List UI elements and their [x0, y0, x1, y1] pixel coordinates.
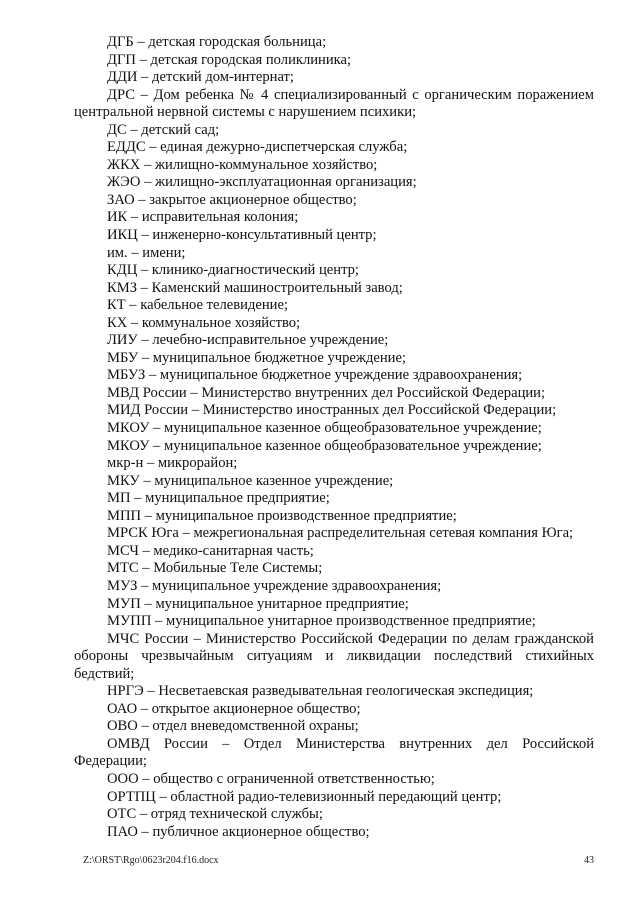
abbreviation-entry: ЛИУ – лечебно-исправительное учреждение;: [107, 332, 389, 349]
abbreviation-entry: им. – имени;: [107, 244, 186, 261]
abbreviation-entry: ИКЦ – инженерно-консультативный центр;: [107, 227, 377, 244]
abbreviation-entry: КХ – коммунальное хозяйство;: [107, 314, 301, 331]
abbreviation-entry: МБУЗ – муниципальное бюджетное учреждение здравоохранения;: [107, 367, 523, 384]
abbreviation-entry: ИК – исправительная колония;: [107, 209, 299, 226]
abbreviation-entry: МКОУ – муниципальное казенное общеобразовательное учреждение;: [107, 437, 542, 454]
abbreviation-entry: МЧС России – Министерство Российской Федерации по делам гражданской обороны чрезвычайным ситуациям и ликвидации последствий стихийных бедствий;: [74, 630, 594, 682]
abbreviation-entry: ООО – общество с ограниченной ответственностью;: [107, 770, 435, 787]
abbreviation-entry: ОМВД России – Отдел Министерства внутренних дел Российской Федерации;: [74, 735, 594, 770]
abbreviation-entry: МВД России – Министерство внутренних дел Российской Федерации;: [107, 384, 546, 401]
abbreviation-entry: ЖЭО – жилищно-эксплуатационная организация;: [107, 174, 417, 191]
abbreviation-entry: ДГБ – детская городская больница;: [107, 34, 327, 50]
footer-file-path: Z:\ORST\Rgo\0623r204.f16.docx: [83, 855, 219, 866]
abbreviation-entry: МУП – муниципальное унитарное предприятие;: [107, 595, 409, 612]
abbreviation-entry: ДС – детский сад;: [107, 121, 220, 138]
abbreviation-entry: МСЧ – медико-санитарная часть;: [107, 542, 314, 559]
abbreviation-entry: МТС – Мобильные Теле Системы;: [107, 560, 323, 577]
abbreviation-entry: КМЗ – Каменский машиностроительный завод;: [107, 279, 403, 296]
abbreviation-list: [74, 34, 594, 841]
abbreviation-entry: МКУ – муниципальное казенное учреждение;: [107, 472, 394, 489]
abbreviation-entry: НРГЭ – Несветаевская разведывательная геологическая экспедиция;: [107, 683, 534, 700]
abbreviation-entry: ДДИ – детский дом-интернат;: [107, 69, 294, 86]
abbreviation-entry: МП – муниципальное предприятие;: [107, 490, 330, 507]
abbreviation-entry: МУЗ – муниципальное учреждение здравоохранения;: [107, 577, 442, 594]
abbreviation-entry: ЗАО – закрытое акционерное общество;: [107, 191, 357, 208]
abbreviation-entry: ДРС – Дом ребенка № 4 специализированный с органическим поражением центральной нервной системы с нарушением психики;: [74, 86, 594, 121]
abbreviation-entry: ЕДДС – единая дежурно-диспетчерская служба;: [107, 139, 408, 156]
abbreviation-entry: МРСК Юга – межрегиональная распределительная сетевая компания Юга;: [107, 525, 574, 542]
abbreviation-entry: КТ – кабельное телевидение;: [107, 297, 289, 314]
abbreviation-entry: МБУ – муниципальное бюджетное учреждение;: [107, 349, 407, 366]
abbreviation-entry: ОВО – отдел вневедомственной охраны;: [107, 718, 359, 735]
abbreviation-entry: МПП – муниципальное производственное предприятие;: [107, 507, 457, 524]
abbreviation-entry: ЖКХ – жилищно-коммунальное хозяйство;: [107, 156, 378, 173]
abbreviation-entry: мкр-н – микрорайон;: [107, 455, 238, 472]
abbreviation-entry: ПАО – публичное акционерное общество;: [107, 823, 370, 840]
abbreviation-entry: ДГП – детская городская поликлиника;: [107, 51, 352, 68]
abbreviation-entry: КДЦ – клинико-диагностический центр;: [107, 262, 359, 279]
abbreviation-entry: МКОУ – муниципальное казенное общеобразовательное учреждение;: [107, 420, 542, 437]
abbreviation-entry: МУПП – муниципальное унитарное производственное предприятие;: [107, 613, 536, 630]
abbreviation-entry: МИД России – Министерство иностранных дел Российской Федерации;: [107, 402, 557, 419]
footer-page-number: 43: [584, 855, 594, 866]
abbreviation-entry: ОРТПЦ – областной радио-телевизионный передающий центр;: [107, 788, 502, 805]
abbreviation-entry: ОТС – отряд технической службы;: [107, 806, 323, 823]
abbreviation-entry: ОАО – открытое акционерное общество;: [107, 700, 361, 717]
